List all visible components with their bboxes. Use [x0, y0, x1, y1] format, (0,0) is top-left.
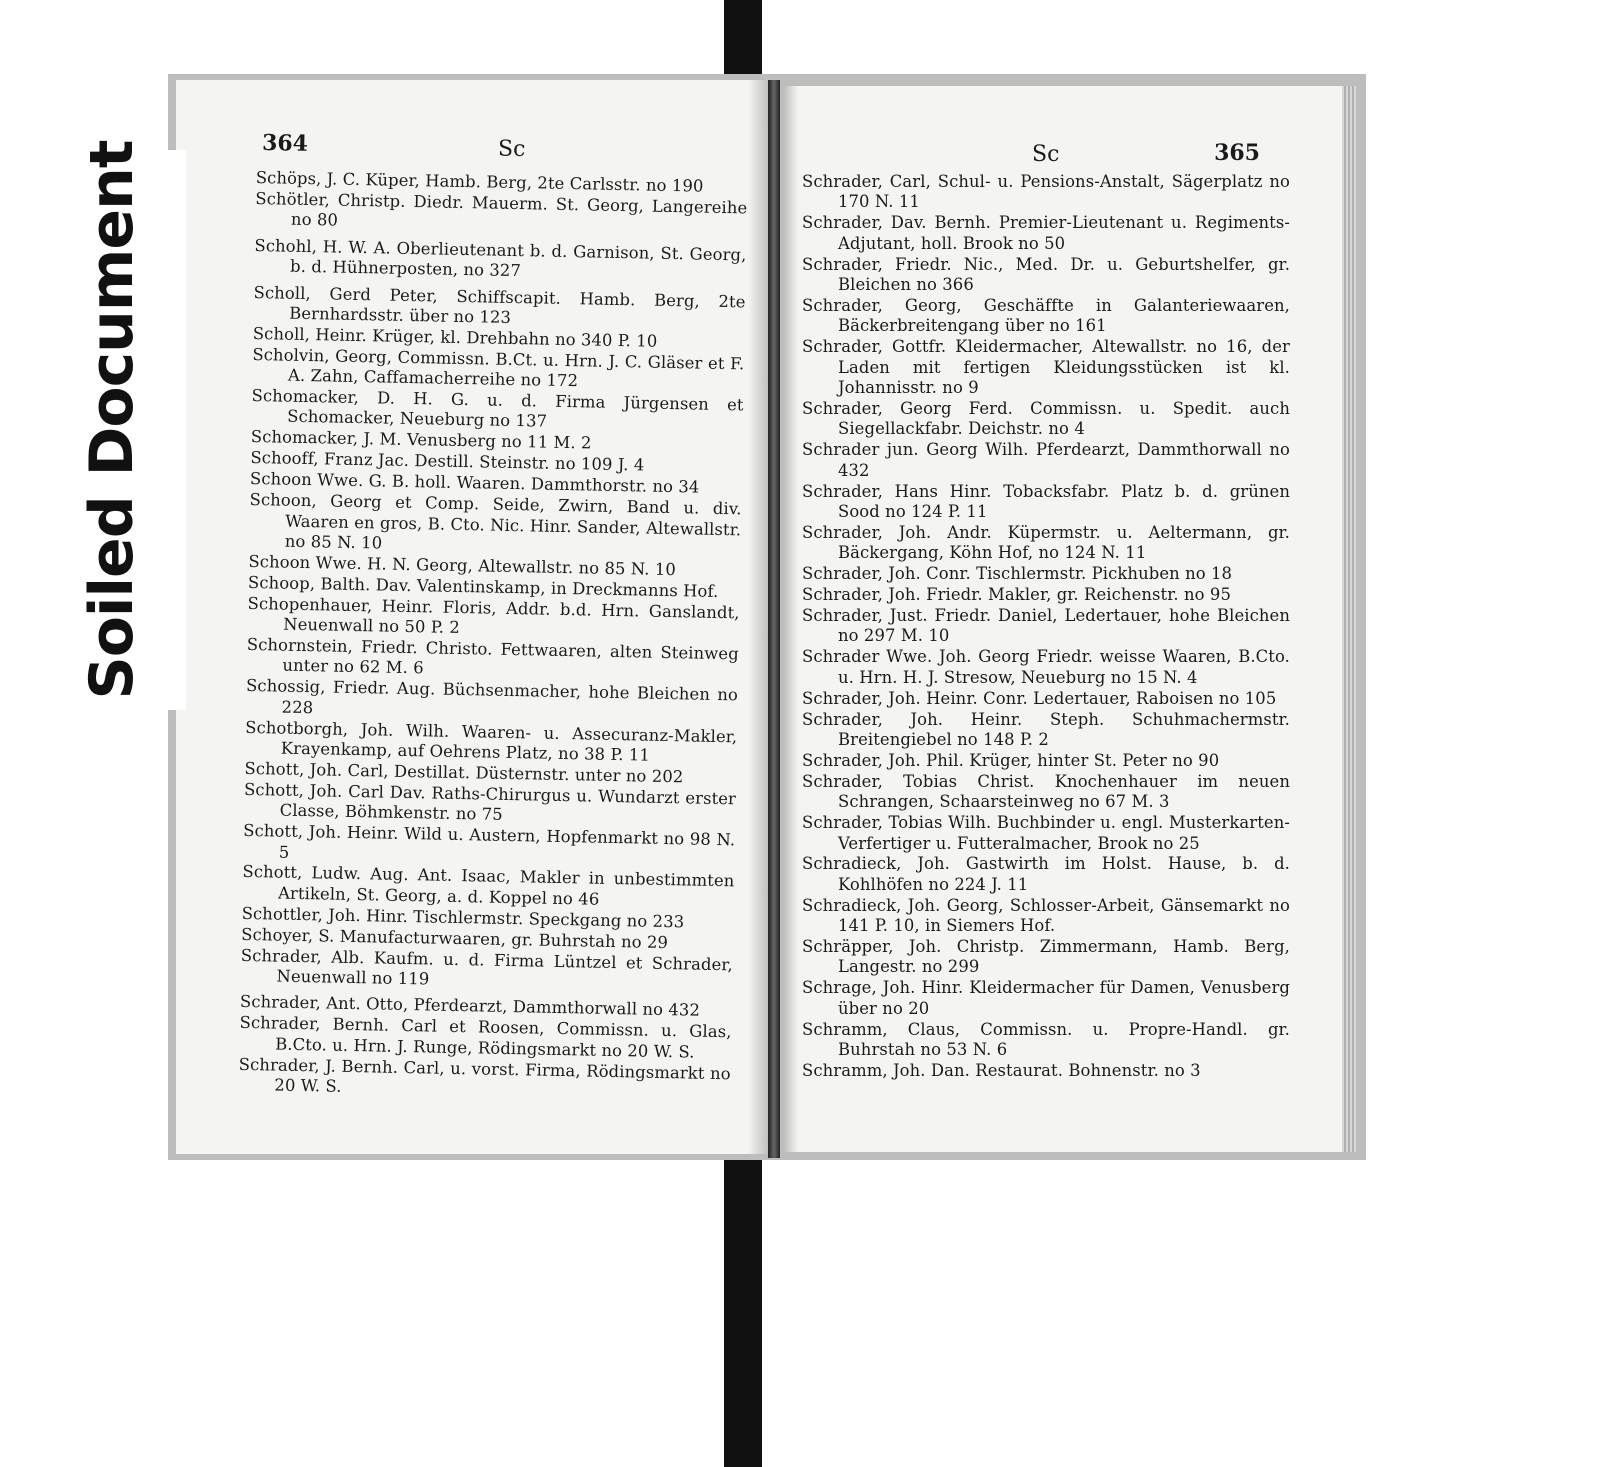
left-page	[176, 80, 774, 1154]
directory-entry: Schrader, Joh. Conr. Tischlermstr. Pickhuben no 18	[802, 564, 1233, 584]
left-page-header	[176, 128, 774, 169]
directory-entry: Schrader, Dav. Bernh. Premier-Lieutenant u. Regiments-Adjutant, holl. Brook no 50	[802, 213, 1290, 253]
directory-entry: Schrage, Joh. Hinr. Kleidermacher für Damen, Venusberg über no 20	[802, 978, 1290, 1018]
directory-entry: Schohl, H. W. A. Oberlieutenant b. d. Garnison, St. Georg, b. d. Hühnerposten, no 327	[254, 235, 747, 281]
directory-entry: Schrader, Joh. Heinr. Steph. Schuhmachermstr. Breitengiebel no 148 P. 2	[802, 709, 1290, 749]
directory-entry: Schrader, Joh. Phil. Krüger, hinter St. Peter no 90	[802, 750, 1220, 770]
directory-entry: Schott, Joh. Carl, Destillat. Düsternstr. unter no 202	[244, 758, 684, 787]
directory-entry: Schrader, Bernh. Carl et Roosen, Commissn. u. Glas, B.Cto. u. Hrn. J. Runge, Rödingsmarkt no 20 W. S.	[239, 1013, 732, 1062]
directory-entry: Schomacker, D. H. G. u. d. Firma Jürgensen et Schomacker, Neueburg no 137	[251, 386, 744, 432]
directory-entry: Schottler, Joh. Hinr. Tischlermstr. Speckgang no 233	[241, 903, 685, 932]
right-page-header	[784, 140, 1356, 170]
directory-entry: Schrader, Tobias Christ. Knochenhauer im neuen Schrangen, Schaarsteinweg no 67 M. 3	[802, 771, 1290, 812]
directory-entry: Schrader, J. Bernh. Carl, u. vorst. Firma, Rödingsmarkt no 20 W. S.	[238, 1054, 731, 1096]
directory-entry: Schrader, Joh. Friedr. Makler, gr. Reichenstr. no 95	[802, 585, 1231, 605]
directory-entry: Schrader jun. Georg Wilh. Pferdearzt, Dammthorwall no 432	[802, 440, 1290, 480]
directory-entry: Schomacker, J. M. Venusberg no 11 M. 2	[250, 427, 592, 453]
directory-entry: Schoon Wwe. G. B. holl. Waaren. Dammthorstr. no 34	[249, 469, 700, 497]
right-section-heading: Sc	[1032, 142, 1060, 167]
directory-entry: Schott, Joh. Carl Dav. Raths-Chirurgus u. Wundarzt erster Classe, Böhmkenstr. no 75	[243, 779, 737, 825]
directory-entry: Schradieck, Joh. Georg, Schlosser-Arbeit, Gänsemarkt no 141 P. 10, in Siemers Hof.	[802, 895, 1290, 936]
directory-entry: Schrader, Friedr. Nic., Med. Dr. u. Geburtshelfer, gr. Bleichen no 366	[802, 254, 1290, 295]
directory-entry: Schott, Joh. Heinr. Wild u. Austern, Hopfenmarkt no 98 N. 5	[243, 820, 736, 862]
right-page	[784, 86, 1356, 1152]
directory-entry: Schrader, Hans Hinr. Tobacksfabr. Platz b. d. grünen Sood no 124 P. 11	[802, 481, 1290, 521]
directory-entry: Schrader, Georg, Geschäffte in Galanteriewaaren, Bäckerbreitengang über no 161	[802, 295, 1290, 336]
left-entry-list	[238, 168, 748, 1105]
directory-entry: Schrader, Tobias Wilh. Buchbinder u. engl. Musterkarten-Verfertiger u. Futteralmacher, Brook no 25	[802, 813, 1290, 853]
directory-entry: Schrader, Carl, Schul- u. Pensions-Anstalt, Sägerplatz no 170 N. 11	[802, 172, 1290, 212]
directory-entry: Schopenhauer, Heinr. Floris, Addr. b.d. Hrn. Ganslandt, Neuenwall no 50 P. 2	[247, 593, 740, 638]
directory-entry: Schrader Wwe. Joh. Georg Friedr. weisse Waaren, B.Cto. u. Hrn. H. J. Stresow, Neueburg no 15 N. 4	[802, 647, 1290, 687]
directory-entry: Schott, Ludw. Aug. Ant. Isaac, Makler in unbestimmten Artikeln, St. Georg, a. d. Koppel no 46	[242, 862, 735, 909]
directory-entry: Schoop, Balth. Dav. Valentinskamp, in Dreckmanns Hof.	[247, 572, 719, 601]
directory-entry: Scholvin, Georg, Commissn. B.Ct. u. Hrn. J. C. Gläser et F. A. Zahn, Caffamacherreihe no 172	[252, 344, 745, 391]
directory-entry: Scholl, Heinr. Krüger, kl. Drehbahn no 340 P. 10	[252, 323, 658, 351]
directory-entry: Schramm, Claus, Commissn. u. Propre-Handl. gr. Buhrstah no 53 N. 6	[802, 1019, 1290, 1060]
directory-entry: Schossig, Friedr. Aug. Büchsenmacher, hohe Bleichen no 228	[245, 676, 739, 717]
stamp-label: Soiled Document	[77, 140, 147, 700]
directory-entry: Schrader, Joh. Heinr. Conr. Ledertauer, Raboisen no 105	[802, 688, 1277, 708]
directory-entry: Schrader, Ant. Otto, Pferdearzt, Dammthorwall no 432	[239, 992, 701, 1021]
left-page-number: 364	[261, 129, 309, 157]
book-spine	[768, 80, 780, 1158]
directory-entry: Schradieck, Joh. Gastwirth im Holst. Hause, b. d. Kohlhöfen no 224 J. 11	[802, 854, 1290, 894]
directory-entry: Schoyer, S. Manufacturwaaren, gr. Buhrstah no 29	[241, 924, 669, 952]
directory-entry: Schrader, Georg Ferd. Commissn. u. Spedit. auch Siegellackfabr. Deichstr. no 4	[802, 398, 1290, 439]
right-page-number: 365	[1214, 140, 1260, 166]
directory-entry: Schrader, Gottfr. Kleidermacher, Altewallstr. no 16, der Laden mit fertigen Kleidungsstücken ist kl. Johannisstr. no 9	[802, 337, 1290, 398]
directory-entry: Schotborgh, Joh. Wilh. Waaren- u. Assecuranz-Makler, Krayenkamp, auf Oehrens Platz, no 38 P. 11	[245, 717, 738, 765]
directory-entry: Schoon Wwe. H. N. Georg, Altewallstr. no 85 N. 10	[248, 551, 677, 579]
binder-clip-bottom	[724, 1160, 762, 1467]
directory-entry: Schramm, Joh. Dan. Restaurat. Bohnenstr. no 3	[802, 1060, 1201, 1080]
left-section-heading: Sc	[497, 136, 526, 162]
directory-entry: Schornstein, Friedr. Christo. Fettwaaren, alten Steinweg unter no 62 M. 6	[246, 634, 739, 678]
directory-entry: Schötler, Christp. Diedr. Mauerm. St. Georg, Langereihe no 80	[255, 188, 748, 230]
right-entry-list	[802, 172, 1290, 1082]
directory-entry: Schoon, Georg et Comp. Seide, Zwirn, Band u. div. Waaren en gros, B. Cto. Nic. Hinr. Sander, Altewallstr. no 85 N. 10	[249, 490, 742, 553]
directory-entry: Schräpper, Joh. Christp. Zimmermann, Hamb. Berg, Langestr. no 299	[802, 937, 1290, 977]
directory-entry: Scholl, Gerd Peter, Schiffscapit. Hamb. Berg, 2te Bernhardsstr. über no 123	[253, 282, 746, 327]
directory-entry: Schrader, Just. Friedr. Daniel, Ledertauer, hohe Bleichen no 297 M. 10	[802, 606, 1290, 646]
directory-entry: Schöps, J. C. Küper, Hamb. Berg, 2te Carlsstr. no 190	[255, 168, 704, 196]
directory-entry: Schrader, Joh. Andr. Küpermstr. u. Aeltermann, gr. Bäckergang, Köhn Hof, no 124 N. 11	[802, 522, 1290, 563]
directory-entry: Schooff, Franz Jac. Destill. Steinstr. no 109 J. 4	[250, 448, 645, 475]
directory-entry: Schrader, Alb. Kaufm. u. d. Firma Lüntzel et Schrader, Neuenwall no 119	[240, 945, 733, 989]
